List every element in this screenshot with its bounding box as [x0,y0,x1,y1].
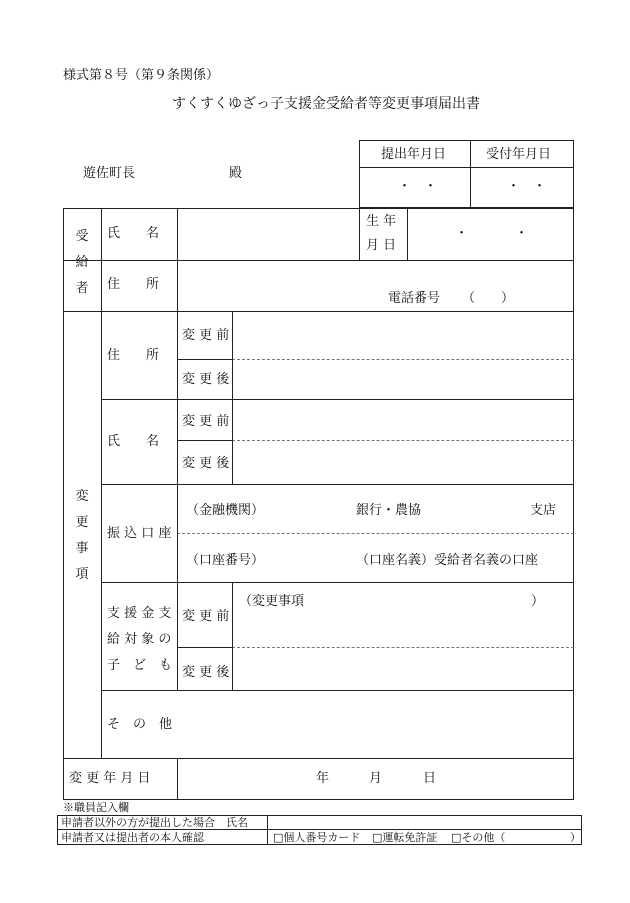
change-name-label: 氏 名 [107,434,160,449]
bank-branch-label: 支店 [530,503,557,518]
child-after-field[interactable] [233,648,573,689]
change-date-day: 日 [423,771,437,786]
recipient-name-label: 氏 名 [107,226,160,241]
check-other[interactable]: □その他（ [451,831,506,844]
phone-label: 電話番号 [388,291,441,306]
phone-parens: （ ） [462,291,515,306]
recipient-address-label: 住 所 [107,277,160,292]
change-item-open: （変更事項 [239,594,305,609]
bank-institution-label: （金融機関） [186,503,265,518]
submit-date-label: 提出年月日 [381,147,447,162]
change-date-month: 月 [369,771,383,786]
dob-dot-1: ・ [455,226,469,241]
other-label: そ の 他 [107,717,173,732]
name-after-label: 変 更 後 [182,456,230,471]
staff-title: ※職員記入欄 [63,801,129,814]
account-number-label: （口座番号） [186,553,265,568]
addressee: 遊佐町長 [83,166,136,181]
bank-account-label: 振 込 口 座 [107,526,172,541]
account-name-label: （口座名義）受給者名義の口座 [356,553,539,568]
form-title: すくすくゆざっ子支援金受給者等変更事項届出書 [172,96,480,112]
check-mynumber-card[interactable]: □個人番号カード [273,831,361,844]
address-after-label: 変 更 後 [182,372,230,387]
bank-type-label: 銀行・農協 [356,503,422,518]
receive-date-label: 受付年月日 [486,147,552,162]
child-label: 支 援 金 支 給 対 象 の 子 ど も [107,606,173,673]
form-number: 様式第８号（第９条関係） [63,68,220,83]
name-before-label: 変 更 前 [182,414,230,429]
dob-dot-2: ・ [515,226,529,241]
changes-section-label: 変 更 事 項 [75,489,89,582]
staff-row2-label: 申請者又は提出者の本人確認 [61,831,204,844]
proxy-name-field[interactable] [268,816,581,828]
check-other-close: ） [570,831,581,844]
recipient-name-field[interactable] [178,209,358,259]
address-after-field[interactable] [233,360,573,398]
change-item-close: ） [531,594,545,609]
address-before-label: 変 更 前 [182,328,230,343]
child-before-label: 変 更 前 [182,609,230,624]
change-address-label: 住 所 [107,348,160,363]
address-before-field[interactable] [233,312,573,358]
change-date-year: 年 [316,771,330,786]
staff-row1-label: 申請者以外の方が提出した場合 氏名 [61,816,248,829]
recipient-section-label: 受 給 者 [75,229,89,296]
submit-date-field[interactable]: ・ ・ [398,179,438,194]
name-after-field[interactable] [233,441,573,483]
dob-label-top: 生 年 [366,214,397,229]
change-date-label: 変 更 年 月 日 [69,771,151,786]
check-drivers-license[interactable]: □運転免許証 [372,831,438,844]
child-after-label: 変 更 後 [182,665,230,680]
name-before-field[interactable] [233,400,573,439]
dob-field[interactable] [408,209,573,259]
account-number-field[interactable] [260,538,350,578]
honorific: 殿 [229,166,243,181]
other-field[interactable] [178,691,573,757]
child-before-field[interactable] [233,612,573,646]
dob-label-bottom: 月 日 [366,238,397,253]
receive-date-field[interactable]: ・ ・ [507,179,547,194]
bank-institution-field[interactable] [260,490,350,528]
recipient-address-field[interactable] [178,261,573,289]
